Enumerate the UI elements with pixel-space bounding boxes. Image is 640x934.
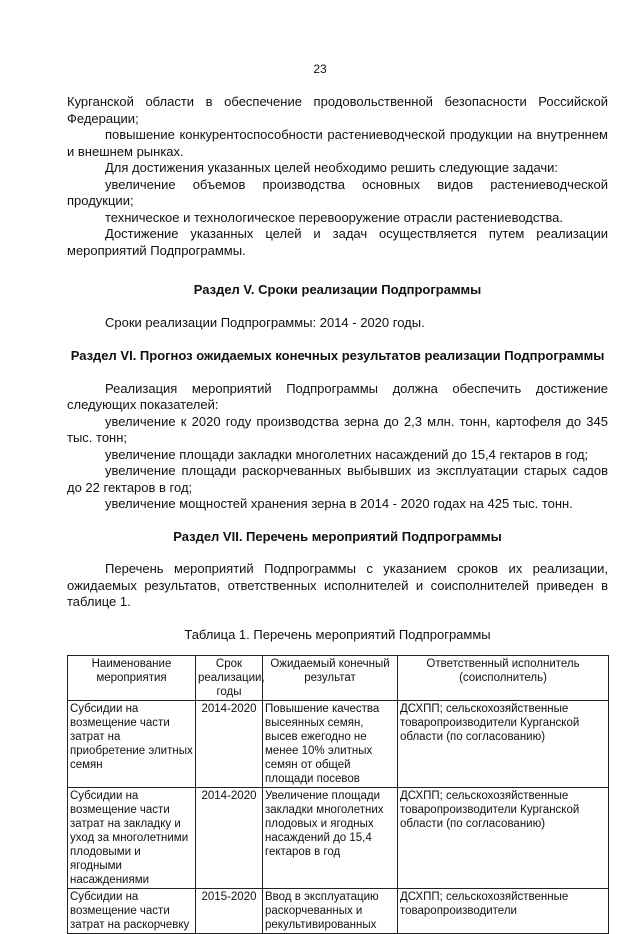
cell-term: 2014-2020 (196, 788, 263, 889)
cell-result: Ввод в эксплуатацию раскорчеванных и рекультивированных (263, 889, 398, 934)
cell-name: Субсидии на возмещение части затрат на приобретение элитных семян (68, 701, 196, 788)
measures-table (67, 655, 609, 934)
column-header-result: Ожидаемый конечный результат (263, 656, 398, 701)
paragraph: Для достижения указанных целей необходимо решить следующие задачи: (105, 160, 559, 175)
section-5-text: Сроки реализации Подпрограммы: 2014 - 2020 годы. (105, 314, 425, 330)
section-6-heading: Раздел VI. Прогноз ожидаемых конечных результатов реализации Подпрограммы (70, 348, 605, 363)
column-header-executor: Ответственный исполнитель (соисполнитель) (398, 656, 609, 701)
section-5-heading: Раздел V. Сроки реализации Подпрограммы (193, 282, 482, 297)
paragraph: Курганской области в обеспечение продовольственной безопасности Российской Федерации; (67, 94, 608, 126)
cell-executor: ДСХПП; сельскохозяйственные товаропроизводители Курганской области (по согласованию) (398, 701, 609, 788)
column-header-term: Срок реализации, годы (196, 656, 263, 701)
document-body (67, 94, 608, 934)
paragraph: увеличение площади раскорчеванных выбывших из эксплуатации старых садов до 22 гектаров в год; (67, 463, 608, 495)
paragraph: повышение конкурентоспособности растениеводческой продукции на внутреннем и внешнем рынках. (67, 127, 608, 159)
page-number: 23 (313, 62, 327, 76)
cell-result: Повышение качества высеянных семян, высев ежегодно не менее 10% элитных семян от общей площади посевов (263, 701, 398, 788)
cell-name: Субсидии на возмещение части затрат на закладку и уход за многолетними плодовыми и ягодными насаждениями (68, 788, 196, 889)
cell-result: Увеличение площади закладки многолетних плодовых и ягодных насаждений до 15,4 гектаров в год (263, 788, 398, 889)
cell-term: 2015-2020 (196, 889, 263, 934)
table-row (68, 701, 609, 788)
cell-term: 2014-2020 (196, 701, 263, 788)
paragraph: увеличение объемов производства основных видов растениеводческой продукции; (67, 176, 608, 208)
table-title: Таблица 1. Перечень мероприятий Подпрограммы (184, 626, 491, 642)
table-row (68, 889, 609, 934)
section-7-text: Перечень мероприятий Подпрограммы с указанием сроков их реализации, ожидаемых результатов, ответственных исполнителей и соисполнителей приведен в таблице 1. (67, 561, 608, 609)
section-7-heading: Раздел VII. Перечень мероприятий Подпрограммы (173, 528, 502, 544)
cell-name: Субсидии на возмещение части затрат на раскорчевку (68, 889, 196, 934)
cell-executor: ДСХПП; сельскохозяйственные товаропроизводители Курганской области (по согласованию) (398, 788, 609, 889)
paragraph: увеличение площади закладки многолетних насаждений до 15,4 гектаров в год; (105, 446, 589, 462)
paragraph: Достижение указанных целей и задач осуществляется путем реализации мероприятий Подпрограммы. (67, 226, 608, 258)
table-header-row (68, 656, 609, 701)
paragraph: Реализация мероприятий Подпрограммы должна обеспечить достижение следующих показателей: (67, 380, 608, 412)
column-header-name: Наименование мероприятия (68, 656, 196, 701)
paragraph: увеличение к 2020 году производства зерна до 2,3 млн. тонн, картофеля до 345 тыс. тонн; (67, 413, 608, 445)
table-row (68, 788, 609, 889)
paragraph: техническое и технологическое перевооружение отрасли растениеводства. (105, 209, 563, 225)
cell-executor: ДСХПП; сельскохозяйственные товаропроизводители (398, 889, 609, 934)
paragraph: увеличение мощностей хранения зерна в 2014 - 2020 годах на 425 тыс. тонн. (105, 496, 573, 511)
